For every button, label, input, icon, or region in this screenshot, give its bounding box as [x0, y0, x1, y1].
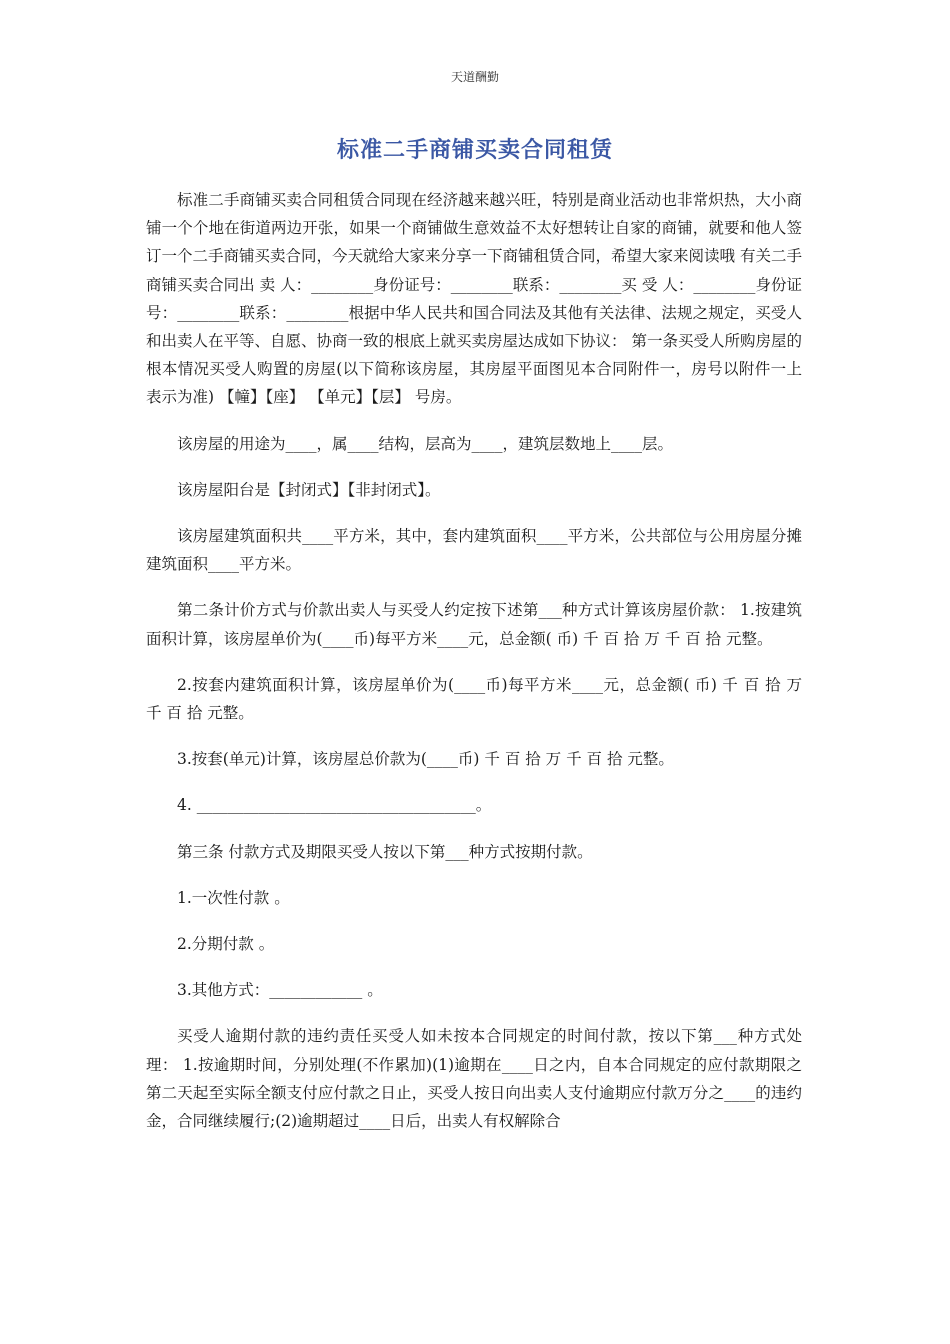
paragraph-balcony: 该房屋阳台是【封闭式】【非封闭式】。 [177, 480, 441, 499]
paragraph-article-3-item-3: 3.其他方式：____________ 。 [177, 981, 383, 1000]
page-header: 天道酬勤 [450, 70, 499, 84]
paragraph-article-2-item-2: 2.按套内建筑面积计算，该房屋单价为(____币)每平方米____元，总金额( 币) 千 百 拾 万 千 百 拾 元整。 [146, 675, 802, 723]
paragraph-article-3-item-2: 2.分期付款 。 [177, 935, 275, 954]
paragraph-article-2-item-3: 3.按套(单元)计算，该房屋总价款为(____币) 千 百 拾 万 千 百 拾 元整。 [177, 750, 674, 769]
document-body [146, 186, 802, 1135]
paragraph-article-3-item-1: 1.一次性付款 。 [177, 888, 290, 907]
paragraph-late-payment: 买受人逾期付款的违约责任买受人如未按本合同规定的时间付款，按以下第___种方式处理： 1.按逾期时间，分别处理(不作累加)(1)逾期在____日之内，自本合同规定的应付款期限之第二天起至实际全额支付应付款之日止，买受人按日向出卖人支付逾期应付款万分之____的违约金，合同继续履行;(2)逾期超过____日后，出卖人有权解除合 [146, 1027, 802, 1131]
paragraph-article-2: 第二条计价方式与价款出卖人与买受人约定按下述第___种方式计算该房屋价款： 1.按建筑面积计算，该房屋单价为(____币)每平方米____元，总金额( 币) 千 百 拾 万 千 百 拾 元整。 [146, 601, 802, 648]
paragraph-intro: 标准二手商铺买卖合同租赁合同现在经济越来越兴旺，特别是商业活动也非常炽热，大小商铺一个个地在街道两边开张，如果一个商铺做生意效益不太好想转让自家的商铺，就要和他人签订一个二手商铺买卖合同，今天就给大家来分享一下商铺租赁合同，希望大家来阅读哦 有关二手商铺买卖合同出 卖 人：________身份证号：________联系：________买 受 人：________身份证号：________联系：________根据中华人民共和国合同法及其他有关法律、法规之规定，买受人和出卖人在平等、自愿、协商一致的根底上就买卖房屋达成如下协议： 第一条买受人所购房屋的根本情况买受人购置的房屋(以下简称该房屋，其房屋平面图见本合同附件一，房号以附件一上表示为准) 【幢】【座】 【单元】【层】 号房。 [146, 191, 802, 407]
paragraph-usage: 该房屋的用途为____，属____结构，层高为____，建筑层数地上____层。 [177, 434, 674, 453]
paragraph-article-2-item-4: 4. ____________________________________。 [177, 796, 492, 815]
paragraph-area: 该房屋建筑面积共____平方米，其中，套内建筑面积____平方米，公共部位与公用房屋分摊建筑面积____平方米。 [146, 527, 802, 574]
document-title: 标准二手商铺买卖合同租赁 [336, 138, 613, 163]
paragraph-article-3: 第三条 付款方式及期限买受人按以下第___种方式按期付款。 [177, 842, 593, 861]
